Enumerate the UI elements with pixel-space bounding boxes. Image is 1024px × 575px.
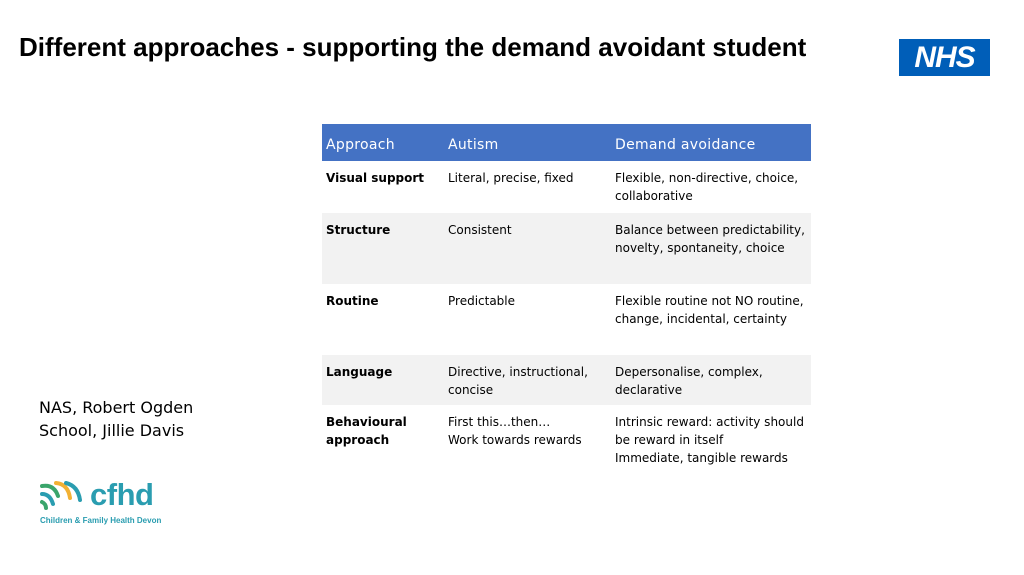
header-demand-avoidance: Demand avoidance [611, 124, 811, 161]
row-autism: Predictable [444, 284, 611, 355]
source-credit: NAS, Robert Ogden School, Jillie Davis [39, 398, 194, 440]
row-demand-avoidance: Depersonalise, complex, declarative [611, 355, 811, 405]
cfhd-subtitle: Children & Family Health Devon [40, 516, 162, 525]
row-approach: Structure [322, 213, 444, 284]
slide-title: Different approaches - supporting the demand avoidant student [19, 32, 807, 62]
table-row [322, 284, 811, 355]
header-autism: Autism [444, 124, 611, 161]
header-approach: Approach [322, 124, 444, 161]
row-demand-avoidance: Intrinsic reward: activity should be reward in itself Immediate, tangible rewards [611, 405, 811, 473]
nhs-logo [899, 39, 990, 76]
row-approach: Routine [322, 284, 444, 355]
cfhd-wordmark: cfhd [90, 477, 154, 512]
row-approach: Language [322, 355, 444, 405]
row-approach: Visual support [322, 161, 444, 213]
cfhd-logo [40, 478, 180, 528]
row-demand-avoidance: Flexible, non-directive, choice, collaborative [611, 161, 811, 213]
approaches-table [322, 124, 811, 473]
row-demand-avoidance: Flexible routine not NO routine, change, incidental, certainty [611, 284, 811, 355]
table-header-row [322, 124, 811, 161]
row-approach: Behavioural approach [322, 405, 444, 473]
row-autism: First this…then… Work towards rewards [444, 405, 611, 473]
row-autism: Literal, precise, fixed [444, 161, 611, 213]
cfhd-swoosh-icon [40, 480, 88, 510]
row-demand-avoidance: Balance between predictability, novelty, spontaneity, choice [611, 213, 811, 284]
nhs-logo-text: NHS [914, 40, 975, 74]
table-row [322, 161, 811, 213]
table-row [322, 355, 811, 405]
table-row [322, 213, 811, 284]
table-row [322, 405, 811, 473]
row-autism: Directive, instructional, concise [444, 355, 611, 405]
row-autism: Consistent [444, 213, 611, 284]
